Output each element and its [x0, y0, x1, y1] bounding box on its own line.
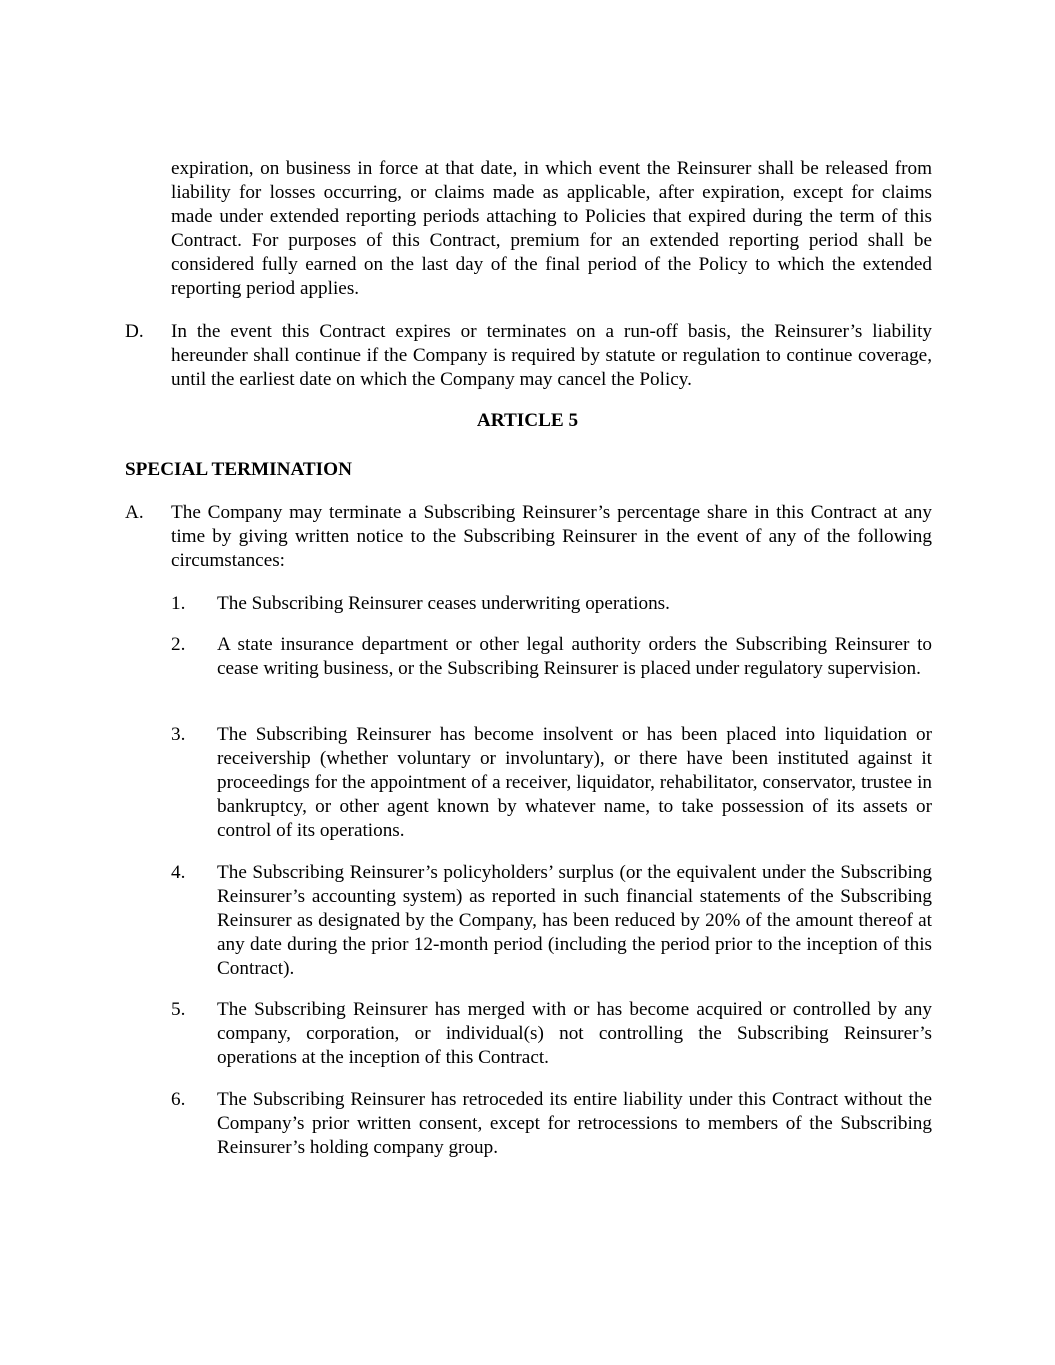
continuation-paragraph: expiration, on business in force at that date, in which event the Reinsurer shall be released from liability for losses occurring, or claims made as applicable, after expiration, except for claims made under extended reporting periods attaching to Policies that expired during the term of this Contract. For purposes of this Contract, premium for an extended reporting period shall be considered fully earned on the last day of the final period of the Policy to which the extended reporting period applies.: [171, 158, 932, 299]
list-item-text: The Subscribing Reinsurer has retroceded its entire liability under this Contract without the Company’s prior written consent, except for retrocessions to members of the Subscribing Reinsurer’s holding company group.: [217, 1089, 932, 1158]
section-heading: SPECIAL TERMINATION: [125, 459, 352, 480]
list-item-text: The Subscribing Reinsurer has merged with or has become acquired or controlled by any company, corporation, or individual(s) not controlling the Subscribing Reinsurer’s operations at the inception of this Contract.: [217, 999, 932, 1068]
article-heading: ARTICLE 5: [476, 410, 579, 431]
list-item-number: 3.: [171, 724, 186, 745]
list-item-text: A state insurance department or other legal authority orders the Subscribing Reinsurer to cease writing business, or the Subscribing Reinsurer is placed under regulatory supervision.: [217, 634, 932, 679]
list-item-text: The Subscribing Reinsurer ceases underwriting operations.: [217, 593, 670, 614]
list-item-number: 1.: [171, 593, 186, 614]
list-item-text: The Subscribing Reinsurer’s policyholders’ surplus (or the equivalent under the Subscribing Reinsurer’s accounting system) as reported in such financial statements of the Subscribing Reinsurer as designated by the Company, has been reduced by 20% of the amount thereof at any date during the prior 12-month period (including the period prior to the inception of this Contract).: [217, 862, 932, 979]
paragraph-a-text: The Company may terminate a Subscribing Reinsurer’s percentage share in this Contract at any time by giving written notice to the Subscribing Reinsurer in the event of any of the following circumstances:: [171, 502, 932, 571]
paragraph-a-label: A.: [125, 502, 144, 523]
list-item-number: 6.: [171, 1089, 186, 1110]
list-item-text: The Subscribing Reinsurer has become insolvent or has been placed into liquidation or receivership (whether voluntary or involuntary), or there have been instituted against it proceedings for the appointment of a receiver, liquidator, rehabilitator, conservator, trustee in bankruptcy, or other agent known by whatever name, to take possession of its assets or control of its operations.: [217, 724, 932, 841]
paragraph-d-label: D.: [125, 321, 144, 342]
list-item-number: 4.: [171, 862, 186, 883]
paragraph-d-text: In the event this Contract expires or terminates on a run-off basis, the Reinsurer’s liability hereunder shall continue if the Company is required by statute or regulation to continue coverage, until the earliest date on which the Company may cancel the Policy.: [171, 321, 932, 390]
list-item-number: 5.: [171, 999, 186, 1020]
list-item-number: 2.: [171, 634, 186, 655]
